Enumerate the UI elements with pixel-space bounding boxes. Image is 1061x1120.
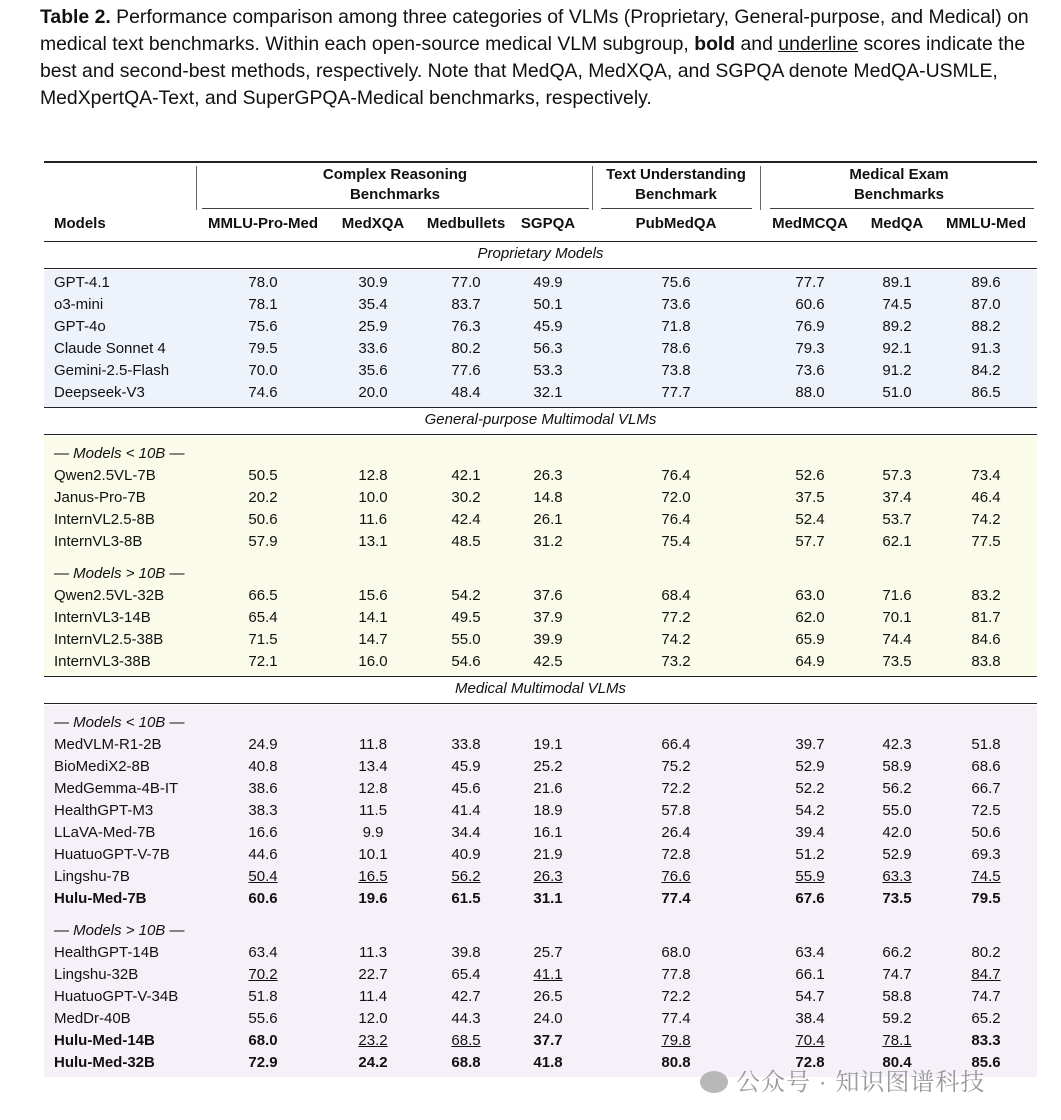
score-cell: 72.0 [661, 489, 691, 506]
model-name: InternVL3-14B [54, 609, 151, 626]
score-cell: 35.4 [358, 296, 388, 313]
score-cell: 62.1 [882, 533, 912, 550]
score-cell: 15.6 [358, 587, 388, 604]
section-title: Medical Multimodal VLMs [455, 680, 626, 697]
score-cell: 16.6 [248, 824, 278, 841]
score-cell: 10.1 [358, 846, 388, 863]
score-cell: 79.8 [661, 1032, 691, 1049]
score-cell: 73.5 [882, 890, 912, 907]
table-rule [44, 434, 1037, 435]
model-name: Qwen2.5VL-32B [54, 587, 165, 604]
score-cell: 48.4 [451, 384, 481, 401]
models-header: Models [54, 215, 106, 232]
score-cell: 57.8 [661, 802, 691, 819]
score-cell: 74.7 [882, 966, 912, 983]
score-cell: 70.1 [882, 609, 912, 626]
score-cell: 24.9 [248, 736, 278, 753]
column-header: SGPQA [520, 215, 576, 232]
score-cell: 65.2 [971, 1010, 1001, 1027]
score-cell: 25.9 [358, 318, 388, 335]
score-cell: 85.6 [971, 1054, 1001, 1071]
score-cell: 31.1 [533, 890, 563, 907]
column-group-label: Medical Exam [849, 166, 949, 183]
score-cell: 11.3 [358, 944, 388, 961]
score-cell: 30.9 [358, 274, 388, 291]
score-cell: 76.6 [661, 868, 691, 885]
header-divider [196, 166, 197, 210]
header-cmidrule [202, 208, 589, 209]
header-divider [592, 166, 593, 210]
score-cell: 50.5 [248, 467, 278, 484]
score-cell: 50.4 [248, 868, 278, 885]
score-cell: 68.5 [451, 1032, 481, 1049]
subgroup-label: — Models > 10B — [54, 565, 185, 582]
score-cell: 11.6 [358, 511, 388, 528]
score-cell: 14.1 [358, 609, 388, 626]
model-name: HealthGPT-14B [54, 944, 160, 961]
model-name: Lingshu-32B [54, 966, 139, 983]
score-cell: 75.6 [661, 274, 691, 291]
score-cell: 66.1 [795, 966, 825, 983]
score-cell: 20.2 [248, 489, 278, 506]
score-cell: 77.4 [661, 890, 691, 907]
score-cell: 12.0 [358, 1010, 388, 1027]
score-cell: 58.8 [882, 988, 912, 1005]
score-cell: 74.7 [971, 988, 1001, 1005]
score-cell: 56.2 [882, 780, 912, 797]
caption-label: Table 2. [40, 6, 111, 28]
score-cell: 50.1 [533, 296, 563, 313]
score-cell: 65.9 [795, 631, 825, 648]
score-cell: 39.4 [795, 824, 825, 841]
score-cell: 10.0 [358, 489, 388, 506]
score-cell: 61.5 [451, 890, 481, 907]
score-cell: 55.0 [451, 631, 481, 648]
model-name: InternVL2.5-38B [54, 631, 164, 648]
table-rule [44, 703, 1037, 704]
score-cell: 80.2 [971, 944, 1001, 961]
score-cell: 65.4 [451, 966, 481, 983]
score-cell: 72.9 [248, 1054, 278, 1071]
score-cell: 89.6 [971, 274, 1001, 291]
score-cell: 77.0 [451, 274, 481, 291]
score-cell: 72.2 [661, 780, 691, 797]
score-cell: 38.3 [248, 802, 278, 819]
score-cell: 77.8 [661, 966, 691, 983]
score-cell: 74.2 [971, 511, 1001, 528]
score-cell: 68.4 [661, 587, 691, 604]
table-rule [44, 161, 1037, 163]
score-cell: 79.5 [971, 890, 1001, 907]
model-name: Hulu-Med-14B [54, 1032, 155, 1049]
table-caption [40, 4, 1040, 112]
model-name: InternVL3-38B [54, 653, 151, 670]
score-cell: 77.2 [661, 609, 691, 626]
score-cell: 75.2 [661, 758, 691, 775]
caption-text-3: scores indicate the best and second-best methods, respectively. Note that MedQA, MedXQA, and SGPQA denote MedQA-USMLE, MedXpertQA-Text, and SuperGPQA-Medical benchmarks, respectively. [40, 33, 1026, 109]
score-cell: 22.7 [358, 966, 388, 983]
model-name: LLaVA-Med-7B [54, 824, 156, 841]
score-cell: 74.2 [661, 631, 691, 648]
table-rule [44, 241, 1037, 242]
column-header: Medbullets [426, 215, 506, 232]
score-cell: 30.2 [451, 489, 481, 506]
score-cell: 72.8 [661, 846, 691, 863]
model-name: Deepseek-V3 [54, 384, 145, 401]
score-cell: 49.5 [451, 609, 481, 626]
score-cell: 76.4 [661, 511, 691, 528]
score-cell: 16.1 [533, 824, 563, 841]
column-header: PubMedQA [635, 215, 717, 232]
model-name: Gemini-2.5-Flash [54, 362, 170, 379]
score-cell: 25.2 [533, 758, 563, 775]
model-name: Janus-Pro-7B [54, 489, 146, 506]
score-cell: 89.1 [882, 274, 912, 291]
score-cell: 42.4 [451, 511, 481, 528]
score-cell: 50.6 [971, 824, 1001, 841]
score-cell: 13.1 [358, 533, 388, 550]
score-cell: 20.0 [358, 384, 388, 401]
score-cell: 54.7 [795, 988, 825, 1005]
column-header: MedMCQA [772, 215, 848, 232]
score-cell: 75.6 [248, 318, 278, 335]
score-cell: 21.6 [533, 780, 563, 797]
score-cell: 73.6 [661, 296, 691, 313]
score-cell: 74.4 [882, 631, 912, 648]
score-cell: 55.0 [882, 802, 912, 819]
score-cell: 46.4 [971, 489, 1001, 506]
score-cell: 56.2 [451, 868, 481, 885]
score-cell: 45.9 [533, 318, 563, 335]
score-cell: 71.8 [661, 318, 691, 335]
model-name: GPT-4.1 [54, 274, 110, 291]
caption-underline-word: underline [778, 33, 859, 55]
caption-bold-word: bold [694, 33, 736, 55]
score-cell: 68.0 [248, 1032, 278, 1049]
score-cell: 41.4 [451, 802, 481, 819]
score-cell: 42.5 [533, 653, 563, 670]
score-cell: 52.9 [882, 846, 912, 863]
score-cell: 38.6 [248, 780, 278, 797]
column-group-label: Benchmarks [853, 186, 945, 203]
score-cell: 53.3 [533, 362, 563, 379]
score-cell: 74.6 [248, 384, 278, 401]
score-cell: 72.1 [248, 653, 278, 670]
score-cell: 59.2 [882, 1010, 912, 1027]
column-group-label: Benchmark [635, 186, 717, 203]
score-cell: 57.9 [248, 533, 278, 550]
score-cell: 80.4 [882, 1054, 912, 1071]
section-title: General-purpose Multimodal VLMs [424, 411, 657, 428]
score-cell: 76.3 [451, 318, 481, 335]
score-cell: 83.7 [451, 296, 481, 313]
watermark-text: 公众号 · 知识图谱科技 [736, 1069, 986, 1096]
score-cell: 53.7 [882, 511, 912, 528]
score-cell: 37.9 [533, 609, 563, 626]
score-cell: 24.2 [358, 1054, 388, 1071]
score-cell: 80.8 [661, 1054, 691, 1071]
score-cell: 42.1 [451, 467, 481, 484]
score-cell: 25.7 [533, 944, 563, 961]
score-cell: 91.3 [971, 340, 1001, 357]
score-cell: 16.0 [358, 653, 388, 670]
model-name: MedGemma-4B-IT [54, 780, 179, 797]
score-cell: 26.3 [533, 467, 563, 484]
score-cell: 66.7 [971, 780, 1001, 797]
score-cell: 79.3 [795, 340, 825, 357]
model-name: o3-mini [54, 296, 104, 313]
score-cell: 75.4 [661, 533, 691, 550]
score-cell: 57.7 [795, 533, 825, 550]
model-name: HuatuoGPT-V-7B [54, 846, 170, 863]
model-name: MedVLM-R1-2B [54, 736, 162, 753]
column-header: MMLU-Med [946, 215, 1026, 232]
score-cell: 73.6 [795, 362, 825, 379]
caption-text-1: Performance comparison among three categories of VLMs (Proprietary, General-purpose, and Medical) on medical text benchmarks. Within each open-source medical VLM subgroup, [40, 6, 1029, 55]
column-header: MedQA [870, 215, 924, 232]
score-cell: 18.9 [533, 802, 563, 819]
score-cell: 51.2 [795, 846, 825, 863]
score-cell: 11.4 [358, 988, 388, 1005]
score-cell: 54.6 [451, 653, 481, 670]
score-cell: 51.0 [882, 384, 912, 401]
score-cell: 71.6 [882, 587, 912, 604]
score-cell: 73.4 [971, 467, 1001, 484]
score-cell: 72.5 [971, 802, 1001, 819]
score-cell: 83.2 [971, 587, 1001, 604]
score-cell: 21.9 [533, 846, 563, 863]
score-cell: 40.9 [451, 846, 481, 863]
model-name: MedDr-40B [54, 1010, 131, 1027]
score-cell: 73.5 [882, 653, 912, 670]
score-cell: 74.5 [971, 868, 1001, 885]
score-cell: 19.6 [358, 890, 388, 907]
header-divider [760, 166, 761, 210]
score-cell: 69.3 [971, 846, 1001, 863]
model-name: BioMediX2-8B [54, 758, 150, 775]
score-cell: 84.7 [971, 966, 1001, 983]
score-cell: 72.2 [661, 988, 691, 1005]
score-cell: 73.8 [661, 362, 691, 379]
score-cell: 88.0 [795, 384, 825, 401]
score-cell: 63.4 [248, 944, 278, 961]
column-group-label: Text Understanding [606, 166, 746, 183]
table-rule [44, 268, 1037, 269]
score-cell: 68.8 [451, 1054, 481, 1071]
score-cell: 66.2 [882, 944, 912, 961]
score-cell: 49.9 [533, 274, 563, 291]
score-cell: 23.2 [358, 1032, 388, 1049]
score-cell: 77.5 [971, 533, 1001, 550]
model-name: InternVL3-8B [54, 533, 143, 550]
score-cell: 51.8 [248, 988, 278, 1005]
score-cell: 51.8 [971, 736, 1001, 753]
score-cell: 81.7 [971, 609, 1001, 626]
score-cell: 87.0 [971, 296, 1001, 313]
score-cell: 26.1 [533, 511, 563, 528]
score-cell: 31.2 [533, 533, 563, 550]
score-cell: 32.1 [533, 384, 563, 401]
score-cell: 52.2 [795, 780, 825, 797]
score-cell: 41.1 [533, 966, 563, 983]
score-cell: 78.1 [882, 1032, 912, 1049]
score-cell: 26.3 [533, 868, 563, 885]
score-cell: 41.8 [533, 1054, 563, 1071]
caption-text-2: and [735, 33, 779, 55]
score-cell: 37.7 [533, 1032, 563, 1049]
score-cell: 79.5 [248, 340, 278, 357]
subgroup-label: — Models < 10B — [54, 714, 185, 731]
score-cell: 33.6 [358, 340, 388, 357]
score-cell: 11.5 [358, 802, 388, 819]
score-cell: 63.0 [795, 587, 825, 604]
score-cell: 52.9 [795, 758, 825, 775]
subgroup-label: — Models > 10B — [54, 922, 185, 939]
score-cell: 63.4 [795, 944, 825, 961]
score-cell: 70.0 [248, 362, 278, 379]
score-cell: 56.3 [533, 340, 563, 357]
score-cell: 91.2 [882, 362, 912, 379]
watermark [700, 1062, 985, 1097]
score-cell: 84.2 [971, 362, 1001, 379]
score-cell: 52.6 [795, 467, 825, 484]
model-name: GPT-4o [54, 318, 106, 335]
score-cell: 78.1 [248, 296, 278, 313]
score-cell: 9.9 [362, 824, 384, 841]
score-cell: 34.4 [451, 824, 481, 841]
score-cell: 19.1 [533, 736, 563, 753]
score-cell: 78.0 [248, 274, 278, 291]
column-group-label: Benchmarks [349, 186, 441, 203]
table-rule [44, 676, 1037, 677]
score-cell: 13.4 [358, 758, 388, 775]
score-cell: 26.5 [533, 988, 563, 1005]
score-cell: 14.7 [358, 631, 388, 648]
score-cell: 77.7 [795, 274, 825, 291]
score-cell: 39.8 [451, 944, 481, 961]
score-cell: 38.4 [795, 1010, 825, 1027]
score-cell: 88.2 [971, 318, 1001, 335]
score-cell: 77.7 [661, 384, 691, 401]
model-name: Hulu-Med-32B [54, 1054, 155, 1071]
score-cell: 16.5 [358, 868, 388, 885]
subgroup-label: — Models < 10B — [54, 445, 185, 462]
score-cell: 77.4 [661, 1010, 691, 1027]
score-cell: 45.6 [451, 780, 481, 797]
model-name: Qwen2.5VL-7B [54, 467, 156, 484]
score-cell: 71.5 [248, 631, 278, 648]
score-cell: 89.2 [882, 318, 912, 335]
score-cell: 55.9 [795, 868, 825, 885]
score-cell: 35.6 [358, 362, 388, 379]
score-cell: 83.3 [971, 1032, 1001, 1049]
score-cell: 54.2 [795, 802, 825, 819]
model-name: Hulu-Med-7B [54, 890, 147, 907]
score-cell: 42.3 [882, 736, 912, 753]
score-cell: 40.8 [248, 758, 278, 775]
score-cell: 11.8 [358, 736, 388, 753]
column-header: MMLU-Pro-Med [208, 215, 318, 232]
score-cell: 42.7 [451, 988, 481, 1005]
header-cmidrule [601, 208, 752, 209]
score-cell: 86.5 [971, 384, 1001, 401]
model-name: HuatuoGPT-V-34B [54, 988, 179, 1005]
score-cell: 72.8 [795, 1054, 825, 1071]
score-cell: 65.4 [248, 609, 278, 626]
score-cell: 50.6 [248, 511, 278, 528]
score-cell: 44.6 [248, 846, 278, 863]
score-cell: 66.5 [248, 587, 278, 604]
score-cell: 39.7 [795, 736, 825, 753]
score-cell: 70.2 [248, 966, 278, 983]
score-cell: 70.4 [795, 1032, 825, 1049]
score-cell: 76.9 [795, 318, 825, 335]
score-cell: 58.9 [882, 758, 912, 775]
score-cell: 66.4 [661, 736, 691, 753]
score-cell: 77.6 [451, 362, 481, 379]
score-cell: 12.8 [358, 780, 388, 797]
score-cell: 76.4 [661, 467, 691, 484]
score-cell: 83.8 [971, 653, 1001, 670]
score-cell: 39.9 [533, 631, 563, 648]
model-name: Lingshu-7B [54, 868, 130, 885]
score-cell: 42.0 [882, 824, 912, 841]
score-cell: 54.2 [451, 587, 481, 604]
score-cell: 60.6 [795, 296, 825, 313]
score-cell: 67.6 [795, 890, 825, 907]
score-cell: 52.4 [795, 511, 825, 528]
score-cell: 24.0 [533, 1010, 563, 1027]
column-header: MedXQA [341, 215, 405, 232]
score-cell: 80.2 [451, 340, 481, 357]
table-rule [44, 407, 1037, 408]
score-cell: 44.3 [451, 1010, 481, 1027]
section-title: Proprietary Models [477, 245, 604, 262]
score-cell: 48.5 [451, 533, 481, 550]
score-cell: 68.0 [661, 944, 691, 961]
score-cell: 68.6 [971, 758, 1001, 775]
model-name: InternVL2.5-8B [54, 511, 155, 528]
score-cell: 37.5 [795, 489, 825, 506]
score-cell: 74.5 [882, 296, 912, 313]
score-cell: 33.8 [451, 736, 481, 753]
score-cell: 84.6 [971, 631, 1001, 648]
score-cell: 60.6 [248, 890, 278, 907]
model-name: HealthGPT-M3 [54, 802, 154, 819]
score-cell: 92.1 [882, 340, 912, 357]
score-cell: 63.3 [882, 868, 912, 885]
score-cell: 62.0 [795, 609, 825, 626]
score-cell: 14.8 [533, 489, 563, 506]
score-cell: 37.6 [533, 587, 563, 604]
score-cell: 12.8 [358, 467, 388, 484]
score-cell: 64.9 [795, 653, 825, 670]
score-cell: 45.9 [451, 758, 481, 775]
score-cell: 57.3 [882, 467, 912, 484]
score-cell: 55.6 [248, 1010, 278, 1027]
header-cmidrule [770, 208, 1034, 209]
score-cell: 37.4 [882, 489, 912, 506]
model-name: Claude Sonnet 4 [54, 340, 166, 357]
wechat-icon [700, 1071, 728, 1093]
score-cell: 73.2 [661, 653, 691, 670]
score-cell: 78.6 [661, 340, 691, 357]
score-cell: 26.4 [661, 824, 691, 841]
column-group-label: Complex Reasoning [322, 166, 468, 183]
